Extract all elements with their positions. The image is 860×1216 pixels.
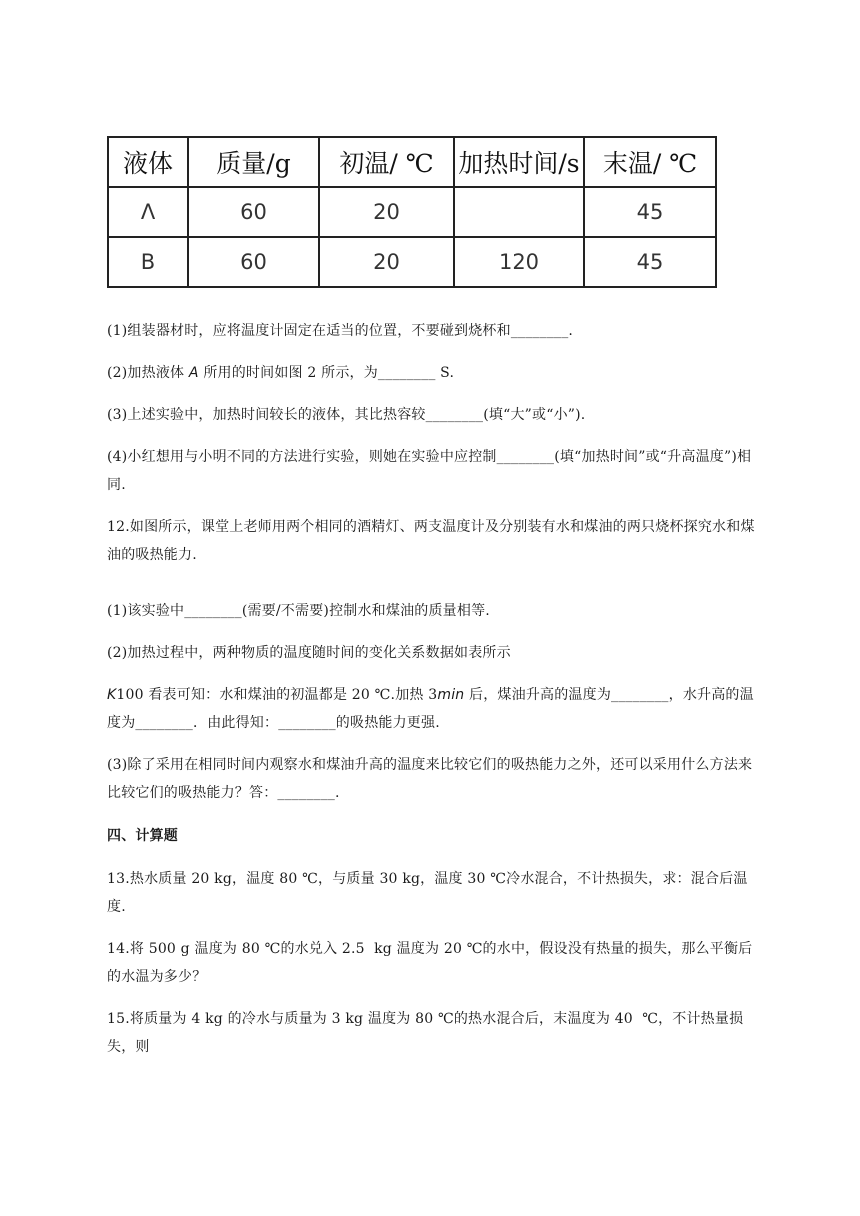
table-cell: 20 xyxy=(319,187,454,237)
table-cell xyxy=(454,187,584,237)
question-12-part-2-continued xyxy=(107,681,757,737)
question-11-part-3: (3)上述实验中，加热时间较长的液体，其比热容较________(填“大”或“小”). xyxy=(107,407,586,423)
italic-variable: K xyxy=(107,687,117,703)
table-header-cell: 质量/g xyxy=(188,137,319,187)
table-cell: 120 xyxy=(454,237,584,287)
table-row xyxy=(108,187,716,237)
text-span: 100 看表可知：水和煤油的初温都是 20 ℃.加热 3 xyxy=(116,687,438,703)
question-13: 13.热水质量 20 kg，温度 80 ℃，与质量 30 kg，温度 30 ℃冷水混合，不计热损失，求：混合后温度. xyxy=(107,871,748,915)
table-cell: 45 xyxy=(584,237,716,287)
text-span: 所用的时间如图 2 所示，为________ S. xyxy=(198,365,455,381)
question-11-part-4: (4)小红想用与小明不同的方法进行实验，则她在实验中应控制________(填“加热时间”或“升高温度”)相同. xyxy=(107,449,752,493)
table-header-cell: 加热时间/s xyxy=(454,137,584,187)
table-cell: 60 xyxy=(188,187,319,237)
table-header-row xyxy=(108,137,716,187)
text-span: (2)加热液体 xyxy=(107,365,189,381)
question-11-part-2 xyxy=(107,359,757,387)
table-cell: B xyxy=(108,237,188,287)
italic-unit: min xyxy=(437,687,465,703)
question-12-part-3: (3)除了采用在相同时间内观察水和煤油升高的温度来比较它们的吸热能力之外，还可以采用什么方法来比较它们的吸热能力？答：________. xyxy=(107,757,753,801)
table-row xyxy=(108,237,716,287)
table-header-cell: 末温/ ℃ xyxy=(584,137,716,187)
question-15: 15.将质量为 4 kg 的冷水与质量为 3 kg 温度为 80 ℃的热水混合后，末温度为 40 ℃，不计热量损失，则 xyxy=(107,1011,744,1055)
text-span: 后，煤油升高的温度为________，水升高的温度为________．由此得知：________的吸热能力更强. xyxy=(107,687,754,731)
table-cell: 20 xyxy=(319,237,454,287)
question-11-part-1: (1)组装器材时，应将温度计固定在适当的位置，不要碰到烧杯和________. xyxy=(107,323,574,339)
question-12-stem: 12.如图所示，课堂上老师用两个相同的酒精灯、两支温度计及分别装有水和煤油的两只烧杯探究水和煤油的吸热能力. xyxy=(107,519,755,563)
section-heading: 四、计算题 xyxy=(107,828,178,844)
table-cell: 60 xyxy=(188,237,319,287)
italic-variable: A xyxy=(188,365,199,381)
question-12-part-2: (2)加热过程中，两种物质的温度随时间的变化关系数据如表所示 xyxy=(107,645,511,661)
table-header-cell: 液体 xyxy=(108,137,188,187)
table-cell: Λ xyxy=(108,187,188,237)
data-table xyxy=(107,136,717,288)
table-header-cell: 初温/ ℃ xyxy=(319,137,454,187)
table-cell: 45 xyxy=(584,187,716,237)
question-12-part-1: (1)该实验中________(需要/不需要)控制水和煤油的质量相等. xyxy=(107,603,490,619)
question-14: 14.将 500 g 温度为 80 ℃的水兑入 2.5 kg 温度为 20 ℃的水中，假设没有热量的损失，那么平衡后的水温为多少？ xyxy=(107,941,753,985)
